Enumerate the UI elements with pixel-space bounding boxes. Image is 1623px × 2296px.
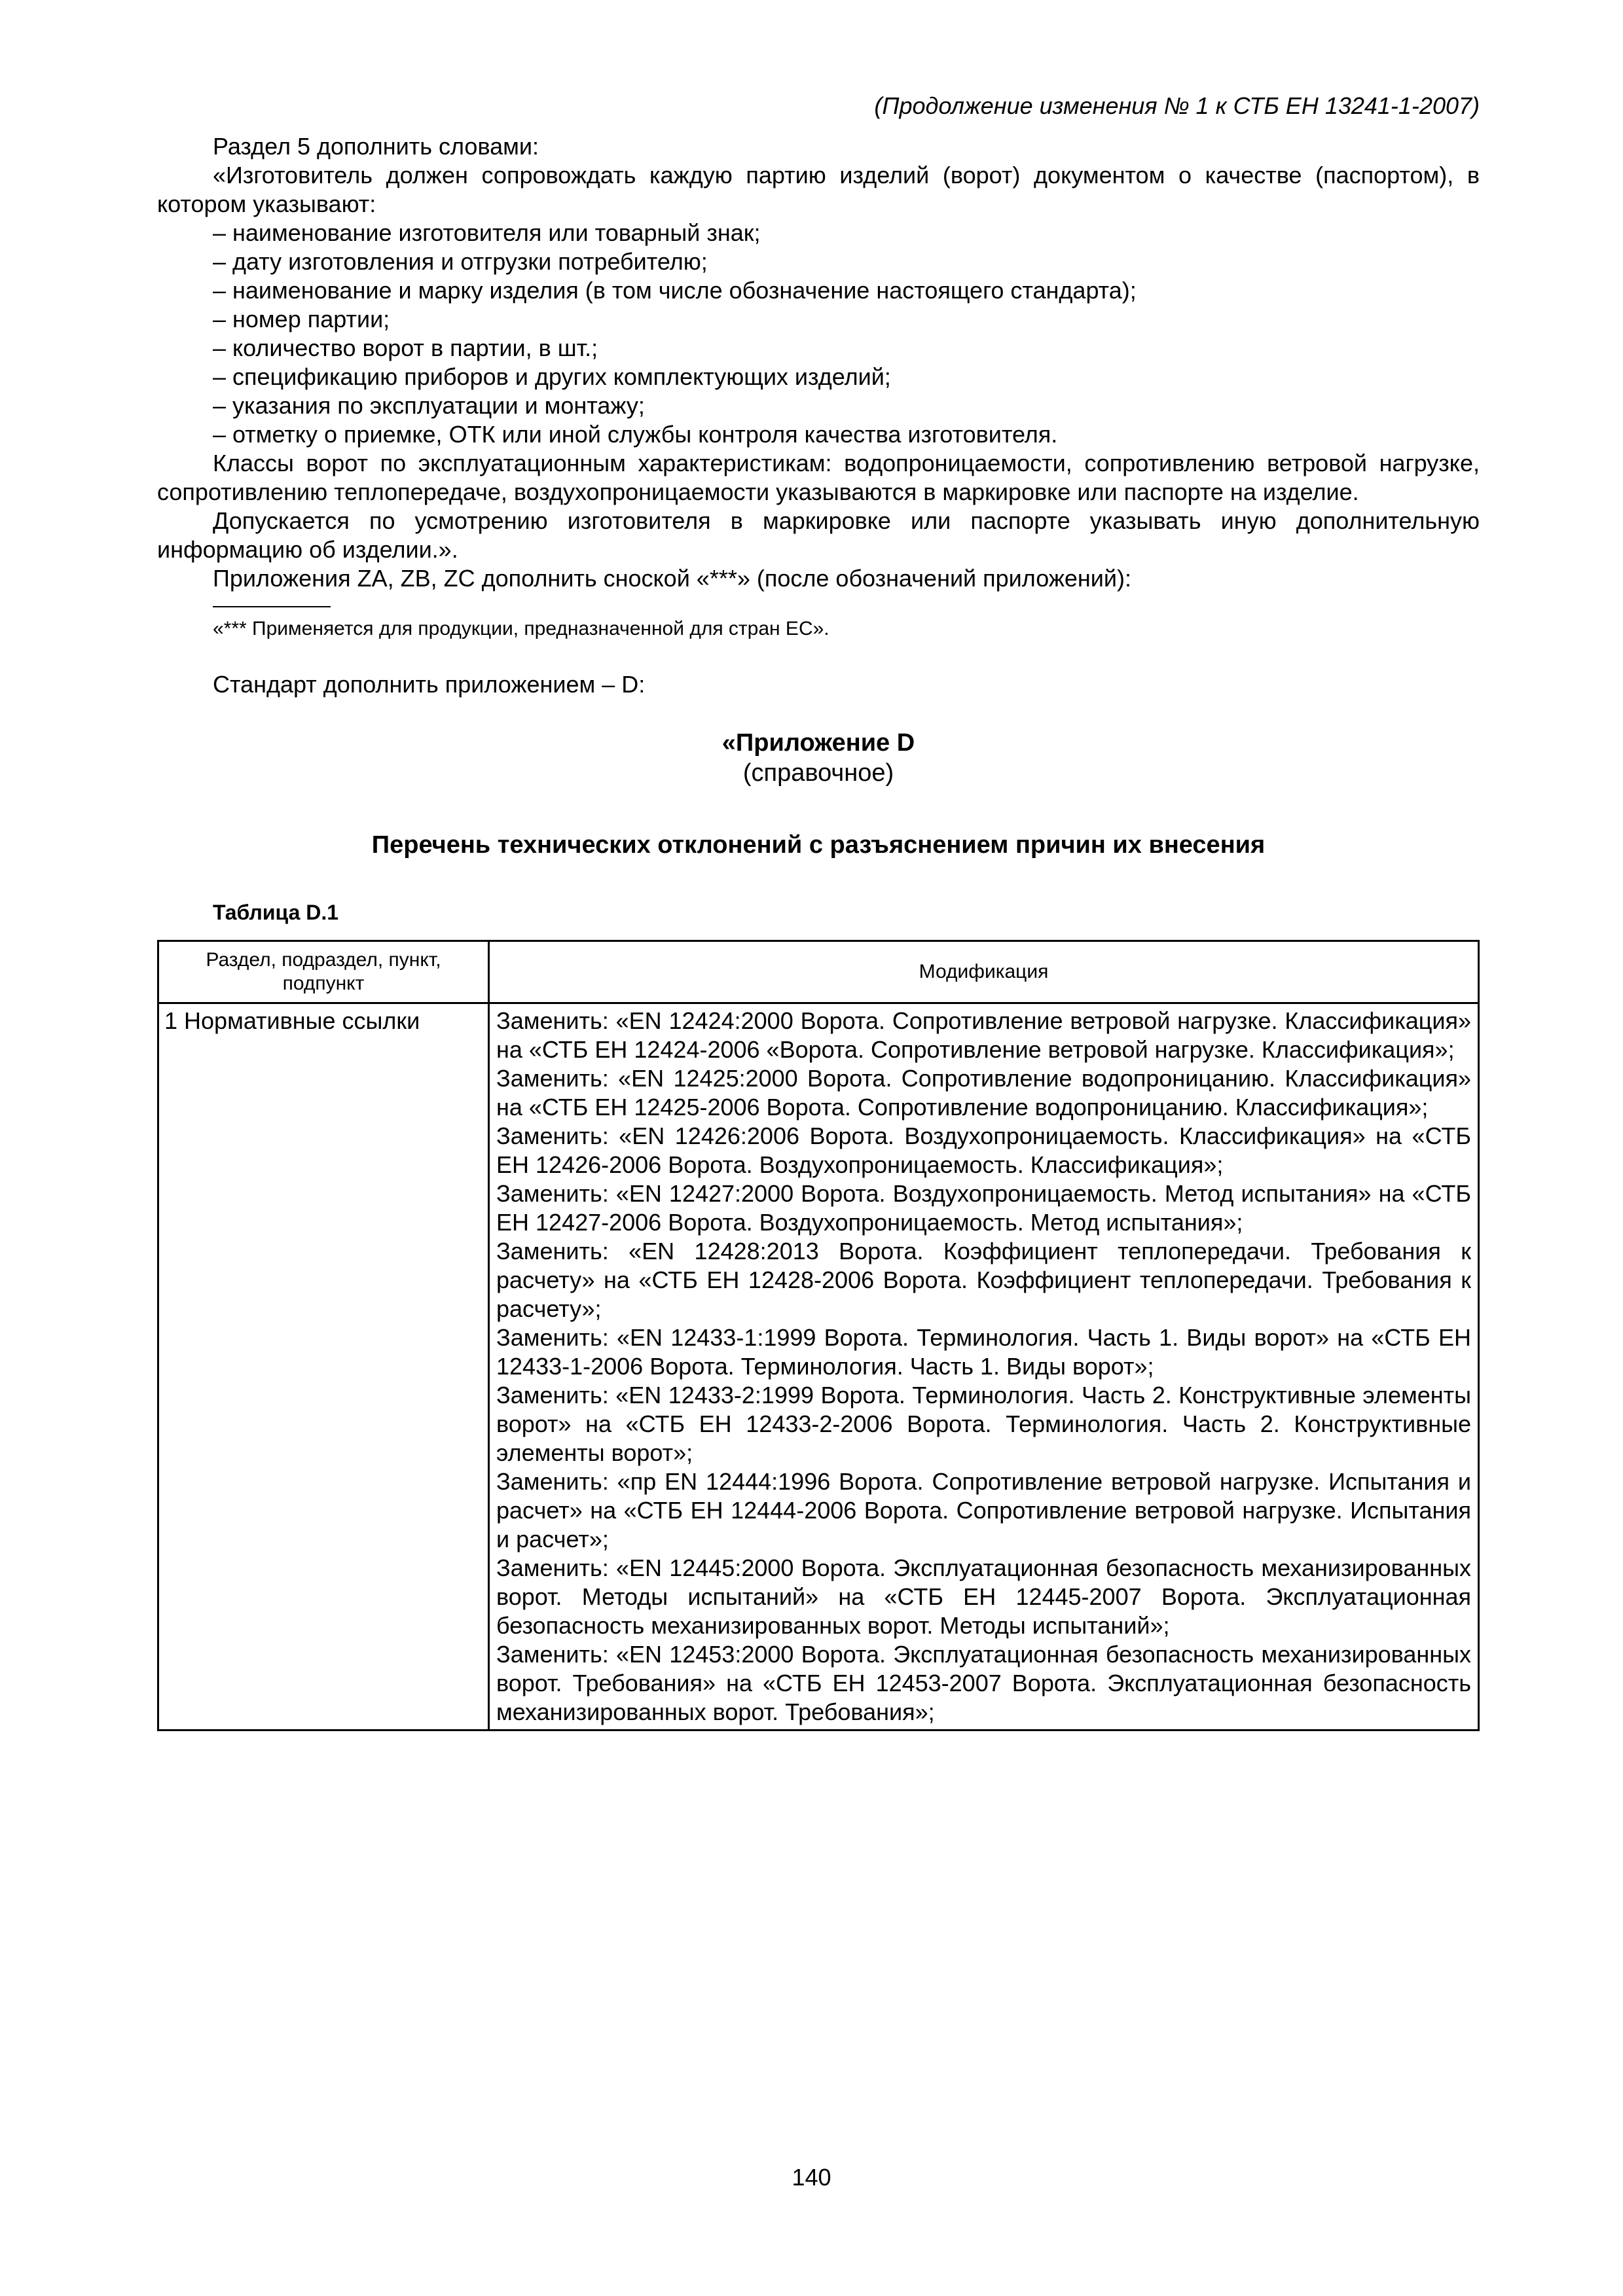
modification-entry: Заменить: «EN 12433-1:1999 Ворота. Терминология. Часть 1. Виды ворот» на «СТБ ЕН 12433-1-2006 Ворота. Терминология. Часть 1. Виды ворот»; [496,1324,1471,1380]
list-item: – указания по эксплуатации и монтажу; [213,392,645,419]
quote-start-paragraph: «Изготовитель должен сопровождать каждую партию изделий (ворот) документом о качестве (паспортом), в котором указывают: [157,162,1480,217]
requirements-list [157,219,1480,449]
section-cell: 1 Нормативные ссылки [158,1003,489,1731]
header-section: Раздел, подраздел, пункт, подпункт [158,941,489,1003]
table-header-row [158,941,1479,1003]
modification-entry: Заменить: «EN 12425:2000 Ворота. Сопротивление водопроницанию. Классификация» на «СТБ ЕН 12425-2006 Ворота. Сопротивление водопроницанию. Классификация»; [496,1065,1471,1121]
intro-paragraph: Раздел 5 дополнить словами: [213,133,539,160]
modification-entry: Заменить: «EN 12424:2000 Ворота. Сопротивление ветровой нагрузке. Классификация» на «СТБ ЕН 12424-2006 «Ворота. Сопротивление ветровой нагрузке. Классификация»; [496,1007,1471,1063]
list-item: – количество ворот в партии, в шт.; [213,334,598,361]
modification-cell [489,1003,1479,1731]
page-number: 140 [792,2164,831,2191]
annex-footnote-paragraph: Приложения ZA, ZB, ZC дополнить сноской «***» (после обозначений приложений): [213,565,1132,592]
page-content [157,92,1480,1731]
list-item: – отметку о приемке, ОТК или иной службы контроля качества изготовителя. [213,421,1058,448]
header-modification: Модификация [489,941,1479,1003]
annex-status: (справочное) [742,759,894,787]
classes-paragraph: Классы ворот по эксплуатационным характеристикам: водопроницаемости, сопротивлению ветровой нагрузке, сопротивлению теплопередаче, воздухопроницаемости указываются в маркировке или паспорте на изделие. [157,450,1480,505]
list-item: – наименование и марку изделия (в том числе обозначение настоящего стандарта); [213,277,1137,304]
footnote: «*** Применяется для продукции, предназначенной для стран ЕС». [213,618,830,639]
modification-entry: Заменить: «пр EN 12444:1996 Ворота. Сопротивление ветровой нагрузке. Испытания и расчет» на «СТБ ЕН 12444-2006 Ворота. Сопротивление ветровой нагрузке. Испытания и расчет»; [496,1468,1471,1552]
footnote-divider [213,606,331,607]
list-item: – спецификацию приборов и других комплектующих изделий; [213,363,891,390]
allowed-paragraph: Допускается по усмотрению изготовителя в маркировке или паспорте указывать иную дополнительную информацию об изделии.». [157,507,1480,563]
annex-title: «Приложение D [721,729,915,757]
list-item: – дату изготовления и отгрузки потребителю; [213,248,708,275]
add-annex-paragraph: Стандарт дополнить приложением – D: [213,671,646,698]
deviations-list-title: Перечень технических отклонений с разъяснением причин их внесения [371,831,1266,859]
running-header: (Продолжение изменения № 1 к СТБ ЕН 13241-1-2007) [874,92,1480,119]
list-item: – наименование изготовителя или товарный знак; [213,219,761,246]
table-row [158,1003,1479,1731]
list-item: – номер партии; [213,306,390,332]
modification-entry: Заменить: «EN 12445:2000 Ворота. Эксплуатационная безопасность механизированных ворот. Методы испытаний» на «СТБ ЕН 12445-2007 Ворота. Эксплуатационная безопасность механизированных ворот. Методы испытаний»; [496,1554,1471,1639]
modification-entry: Заменить: «EN 12428:2013 Ворота. Коэффициент теплопередачи. Требования к расчету» на «СТБ ЕН 12428-2006 Ворота. Коэффициент теплопередачи. Требования к расчету»; [496,1238,1471,1322]
spacer [157,641,1480,670]
modification-entry: Заменить: «EN 12433-2:1999 Ворота. Терминология. Часть 2. Конструктивные элементы ворот» на «СТБ ЕН 12433-2-2006 Ворота. Терминология. Часть 2. Конструктивные элементы ворот»; [496,1382,1471,1466]
modification-entry: Заменить: «EN 12453:2000 Ворота. Эксплуатационная безопасность механизированных ворот. Требования» на «СТБ ЕН 12453-2007 Ворота. Эксплуатационная безопасность механизированных ворот. Требования»; [496,1641,1471,1725]
table-caption: Таблица D.1 [213,901,339,924]
deviations-table [157,940,1480,1731]
modification-entry: Заменить: «EN 12426:2006 Ворота. Воздухопроницаемость. Классификация» на «СТБ ЕН 12426-2006 Ворота. Воздухопроницаемость. Классификация»; [496,1122,1471,1178]
modification-entry: Заменить: «EN 12427:2000 Ворота. Воздухопроницаемость. Метод испытания» на «СТБ ЕН 12427-2006 Ворота. Воздухопроницаемость. Метод испытания»; [496,1180,1471,1236]
